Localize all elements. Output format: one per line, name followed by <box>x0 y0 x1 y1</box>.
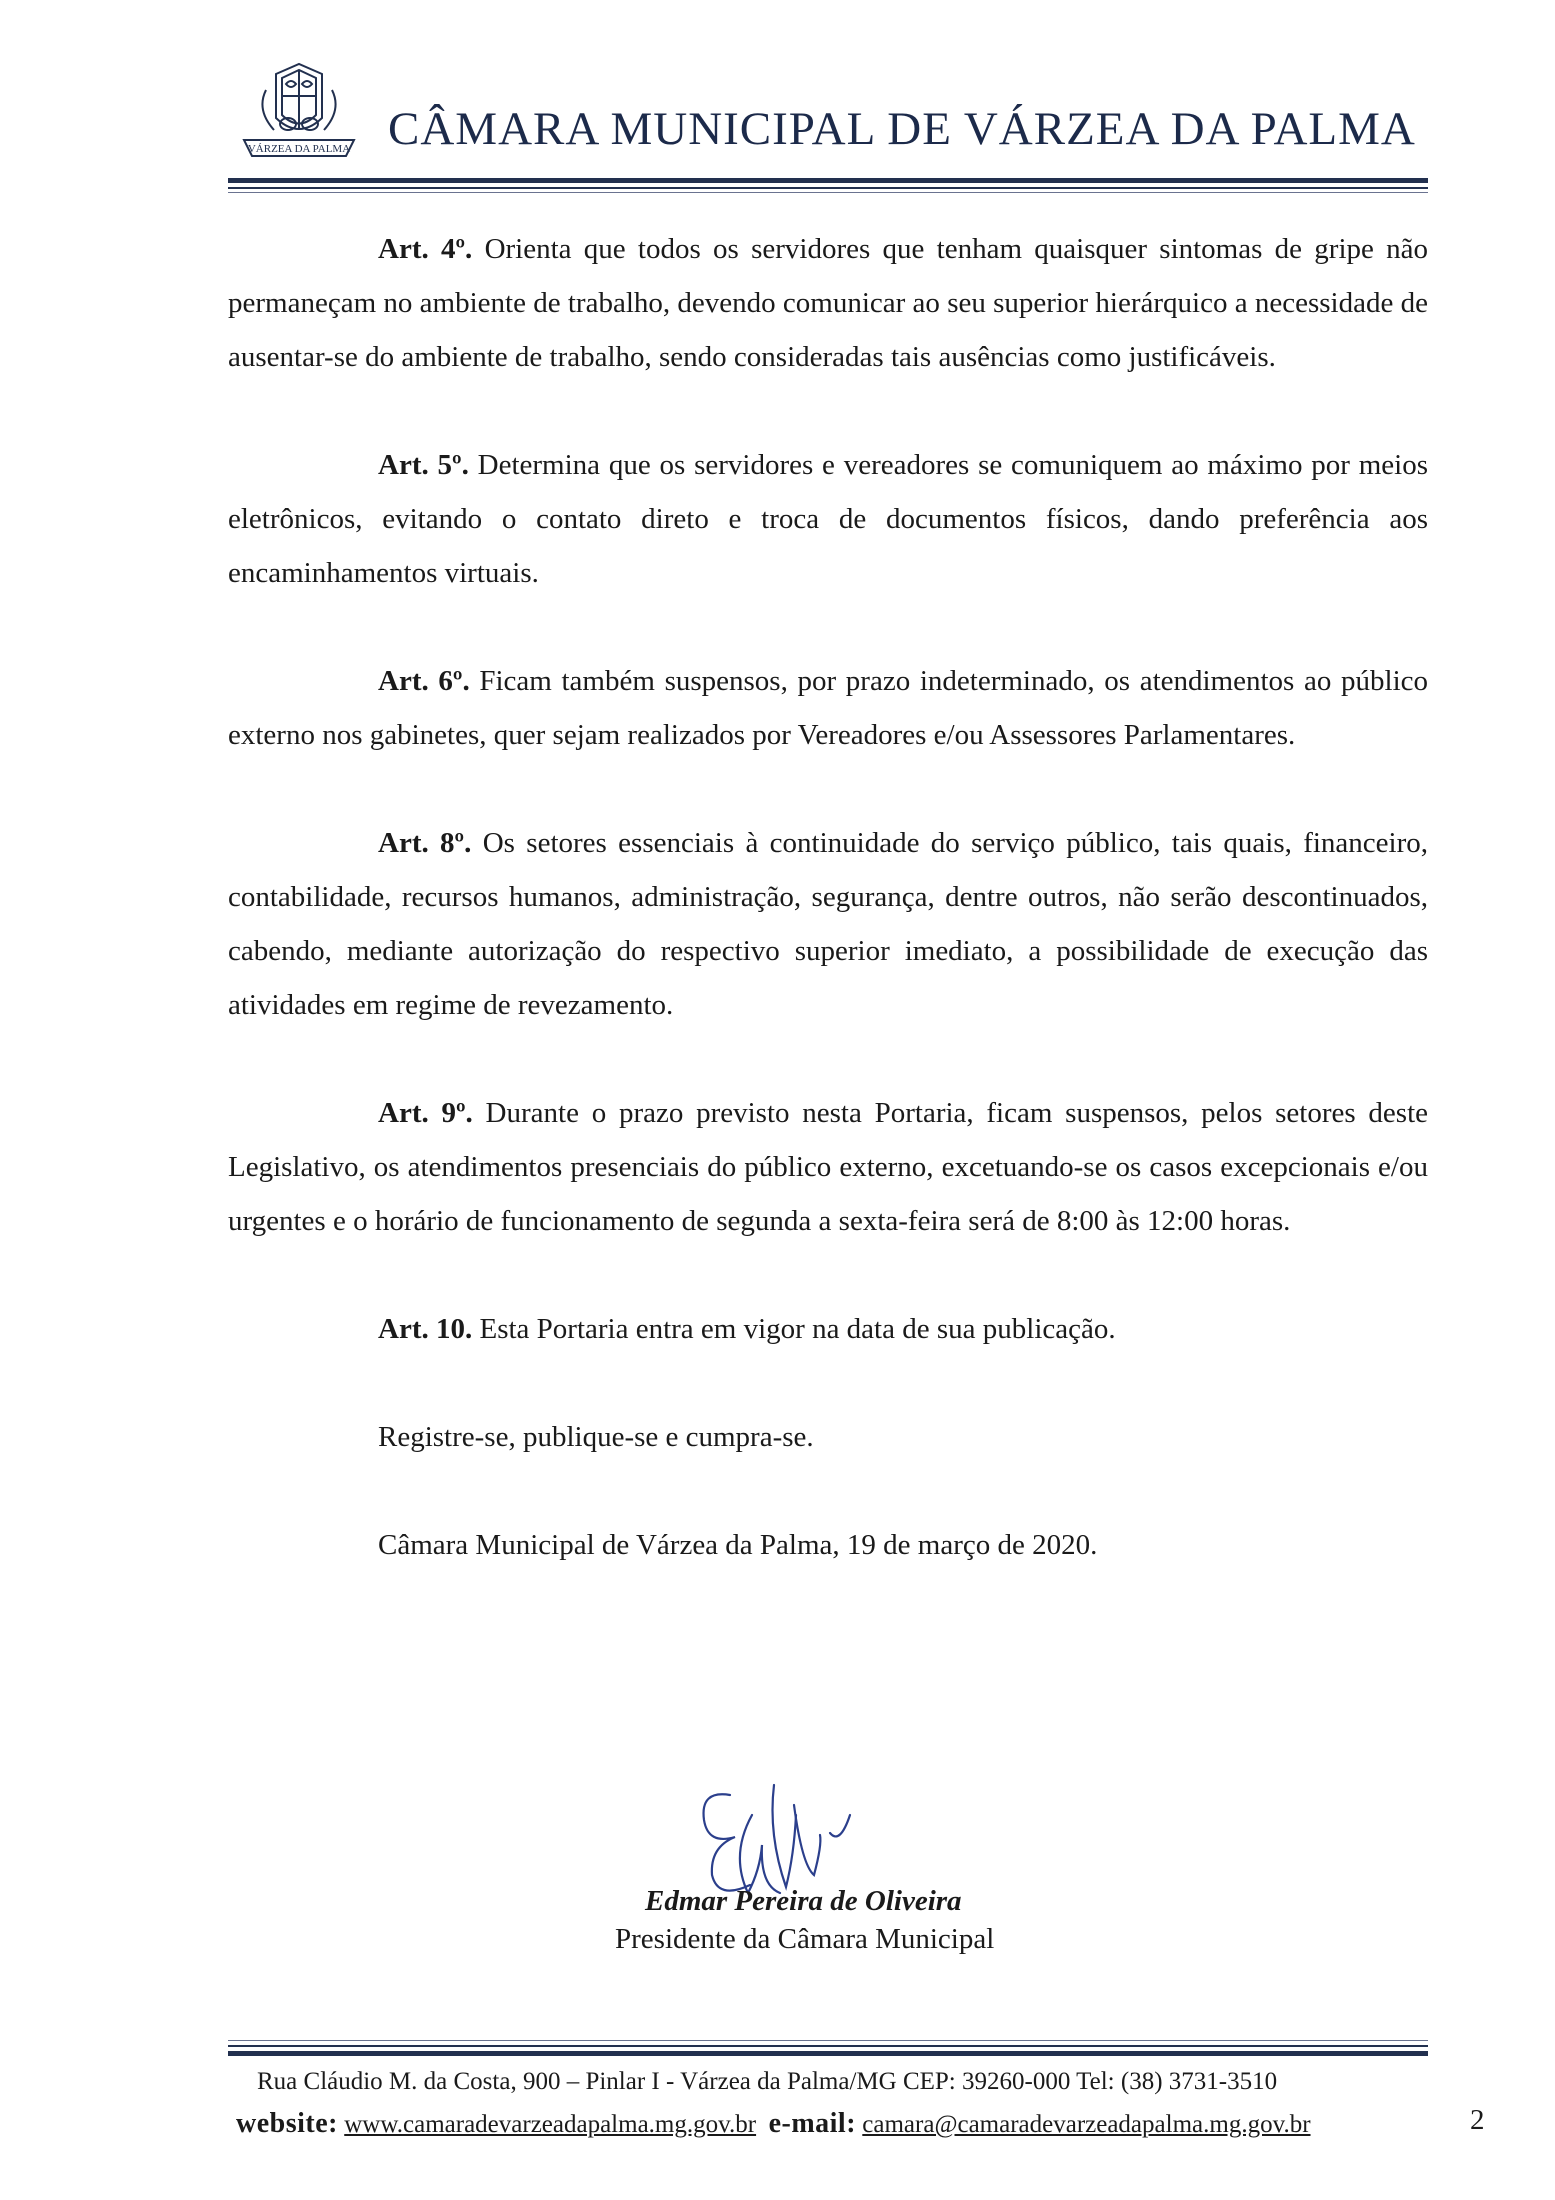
svg-text:VÁRZEA DA PALMA: VÁRZEA DA PALMA <box>247 143 351 155</box>
article-text: Determina que os servidores e vereadores se comuniquem ao máximo por meios eletrônicos, evitando o contato direto e troca de documentos físicos, dando preferência aos encaminhamentos virtuais. <box>228 449 1428 589</box>
signatory-name: Edmar Pereira de Oliveira <box>645 1885 962 1917</box>
article-number: Art. 10. <box>378 1313 473 1345</box>
signature-block <box>560 1775 1160 1975</box>
article-number: Art. 6º. <box>378 665 470 697</box>
signatory-role: Presidente da Câmara Municipal <box>615 1923 995 1955</box>
article-9 <box>228 1086 1428 1248</box>
article-number: Art. 5º. <box>378 449 469 481</box>
letterhead <box>228 58 1428 168</box>
article-text: Ficam também suspensos, por prazo indeterminado, os atendimentos ao público externo nos gabinetes, quer sejam realizados por Vereadores e/ou Assessores Parlamentares. <box>228 665 1428 751</box>
article-4 <box>228 222 1428 384</box>
page-number: 2 <box>1470 2104 1485 2136</box>
footer-rule <box>228 2045 1428 2047</box>
date-line: Câmara Municipal de Várzea da Palma, 19 de março de 2020. <box>378 1529 1098 1561</box>
website-label: website: <box>236 2108 338 2139</box>
header-rule <box>228 178 1428 183</box>
footer-contact <box>236 2108 1311 2140</box>
article-6 <box>228 654 1428 762</box>
article-text: Orienta que todos os servidores que tenham quaisquer sintomas de gripe não permaneçam no ambiente de trabalho, devendo comunicar ao seu superior hierárquico a necessidade de ausentar-se do ambiente de trabalho, sendo consideradas tais ausências como justificáveis. <box>228 233 1429 373</box>
institution-title: CÂMARA MUNICIPAL DE VÁRZEA DA PALMA <box>388 103 1416 155</box>
article-number: Art. 8º. <box>378 827 472 859</box>
article-number: Art. 9º. <box>378 1097 473 1129</box>
article-10 <box>228 1302 1428 1356</box>
article-5 <box>228 438 1428 600</box>
footer-rule <box>228 2051 1428 2056</box>
header-rule <box>228 192 1428 193</box>
footer-rule <box>228 2040 1428 2041</box>
website-link[interactable]: www.camaradevarzeadapalma.mg.gov.br <box>344 2111 757 2138</box>
footer-address: Rua Cláudio M. da Costa, 900 – Pinlar I - Várzea da Palma/MG CEP: 39260-000 Tel: (38) 3731-3510 <box>257 2068 1278 2095</box>
email-label: e-mail: <box>768 2108 857 2139</box>
article-text: Os setores essenciais à continuidade do serviço público, tais quais, financeiro, contabilidade, recursos humanos, administração, segurança, dentre outros, não serão descontinuados, cabendo, mediante autorização do respectivo superior imediato, a possibilidade de execução das atividades em regime de revezamento. <box>228 827 1429 1021</box>
article-text: Durante o prazo previsto nesta Portaria, ficam suspensos, pelos setores deste Legislativo, os atendimentos presenciais do público externo, excetuando-se os casos excepcionais e/ou urgentes e o horário de funcionamento de segunda a sexta-feira será de 8:00 às 12:00 horas. <box>228 1097 1428 1237</box>
article-8 <box>228 816 1428 1032</box>
document-body <box>228 222 1428 1572</box>
register-line: Registre-se, publique-se e cumpra-se. <box>378 1421 814 1453</box>
email-link[interactable]: camara@camaradevarzeadapalma.mg.gov.br <box>862 2111 1311 2138</box>
article-number: Art. 4º. <box>378 233 473 265</box>
header-rule <box>228 187 1428 189</box>
article-text: Esta Portaria entra em vigor na data de sua publicação. <box>479 1313 1116 1345</box>
municipal-seal-icon <box>236 60 362 168</box>
